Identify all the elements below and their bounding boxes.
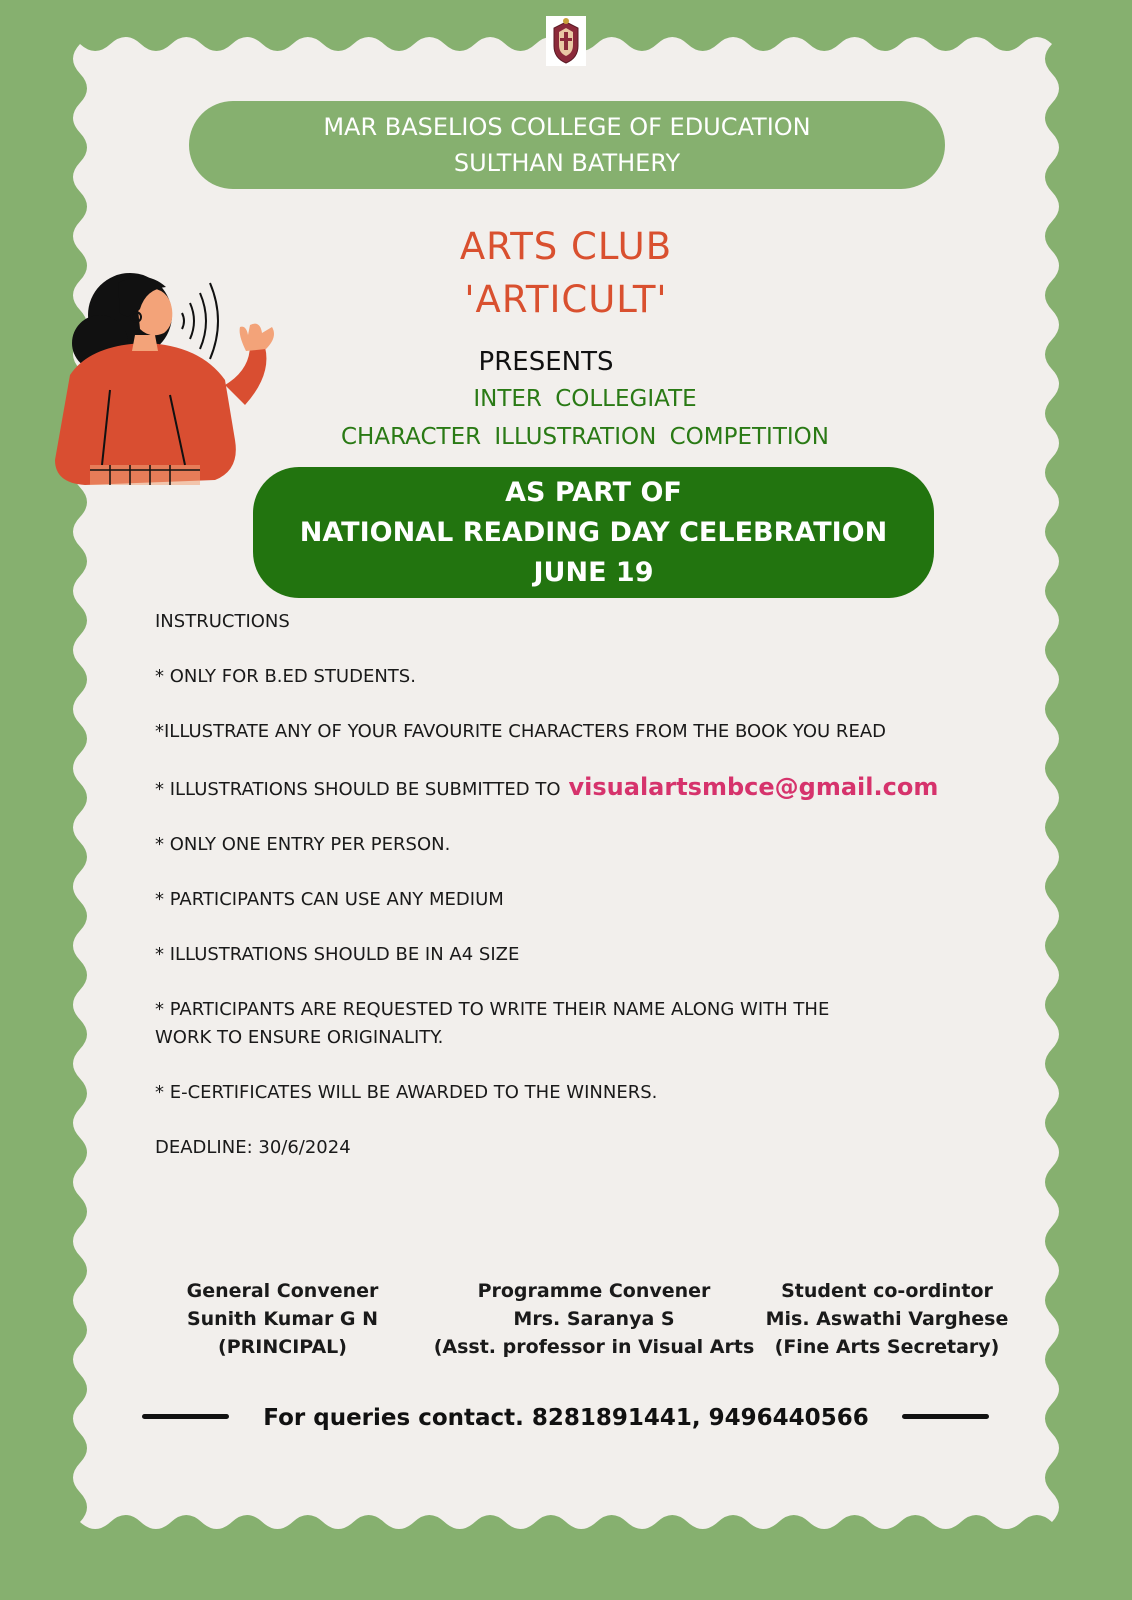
celebration-line1: AS PART OF	[505, 476, 682, 508]
college-location: SULTHAN BATHERY	[453, 149, 681, 177]
celebration-banner	[253, 467, 934, 598]
credit-name: Mis. Aswathi Varghese	[765, 1308, 1009, 1330]
deadline: DEADLINE: 30/6/2024	[155, 1137, 351, 1158]
credit-role: Programme Convener	[477, 1280, 711, 1302]
instruction-item: * ONLY ONE ENTRY PER PERSON.	[155, 834, 451, 855]
instruction-item: * ONLY FOR B.ED STUDENTS.	[155, 666, 416, 687]
footer-rule-right	[902, 1414, 989, 1419]
instructions-section	[155, 608, 955, 1189]
instruction-item-submission	[155, 773, 955, 804]
instruction-item: *ILLUSTRATE ANY OF YOUR FAVOURITE CHARACTERS FROM THE BOOK YOU READ	[155, 721, 886, 742]
email-link[interactable]: visualartsmbce@gmail.com	[568, 773, 939, 801]
instruction-item: * ILLUSTRATIONS SHOULD BE IN A4 SIZE	[155, 944, 520, 965]
instructions-heading: INSTRUCTIONS	[155, 611, 290, 632]
event-name: CHARACTER ILLUSTRATION COMPETITION	[341, 424, 829, 450]
college-name: MAR BASELIOS COLLEGE OF EDUCATION	[323, 113, 811, 141]
instruction-item: * PARTICIPANTS ARE REQUESTED TO WRITE THEIR NAME ALONG WITH THE WORK TO ENSURE ORIGINALITY.	[155, 999, 830, 1048]
instruction-item: * E-CERTIFICATES WILL BE AWARDED TO THE WINNERS.	[155, 1082, 658, 1103]
credit-title: (PRINCIPAL)	[218, 1336, 347, 1358]
contact-queries: For queries contact. 8281891441, 9496440566	[263, 1405, 869, 1431]
celebration-date: JUNE 19	[533, 556, 654, 588]
speaking-woman-illustration	[50, 265, 290, 500]
credit-name: Mrs. Saranya S	[513, 1308, 675, 1330]
instruction-item: * PARTICIPANTS CAN USE ANY MEDIUM	[155, 889, 504, 910]
credit-general-convener	[150, 1277, 415, 1361]
college-crest-logo	[546, 16, 586, 66]
credit-programme-convener	[430, 1277, 758, 1361]
club-title	[300, 220, 832, 326]
celebration-line2: NATIONAL READING DAY CELEBRATION	[299, 516, 888, 548]
credit-name: Sunith Kumar G N	[186, 1308, 379, 1330]
presents-label: PRESENTS	[478, 347, 614, 377]
credit-role: Student co-ordintor	[781, 1280, 993, 1302]
credit-student-coordinator	[760, 1277, 1014, 1361]
footer-rule-left	[142, 1414, 229, 1419]
event-type: INTER COLLEGIATE	[473, 386, 697, 412]
club-title-line2: 'ARTICULT'	[464, 278, 668, 321]
club-title-line1: ARTS CLUB	[459, 225, 673, 268]
college-name-banner	[189, 101, 945, 189]
credit-title: (Asst. professor in Visual Arts	[433, 1336, 755, 1358]
credit-title: (Fine Arts Secretary)	[774, 1336, 1000, 1358]
instruction-item-text: * ILLUSTRATIONS SHOULD BE SUBMITTED TO	[155, 779, 561, 800]
credit-role: General Convener	[186, 1280, 379, 1302]
